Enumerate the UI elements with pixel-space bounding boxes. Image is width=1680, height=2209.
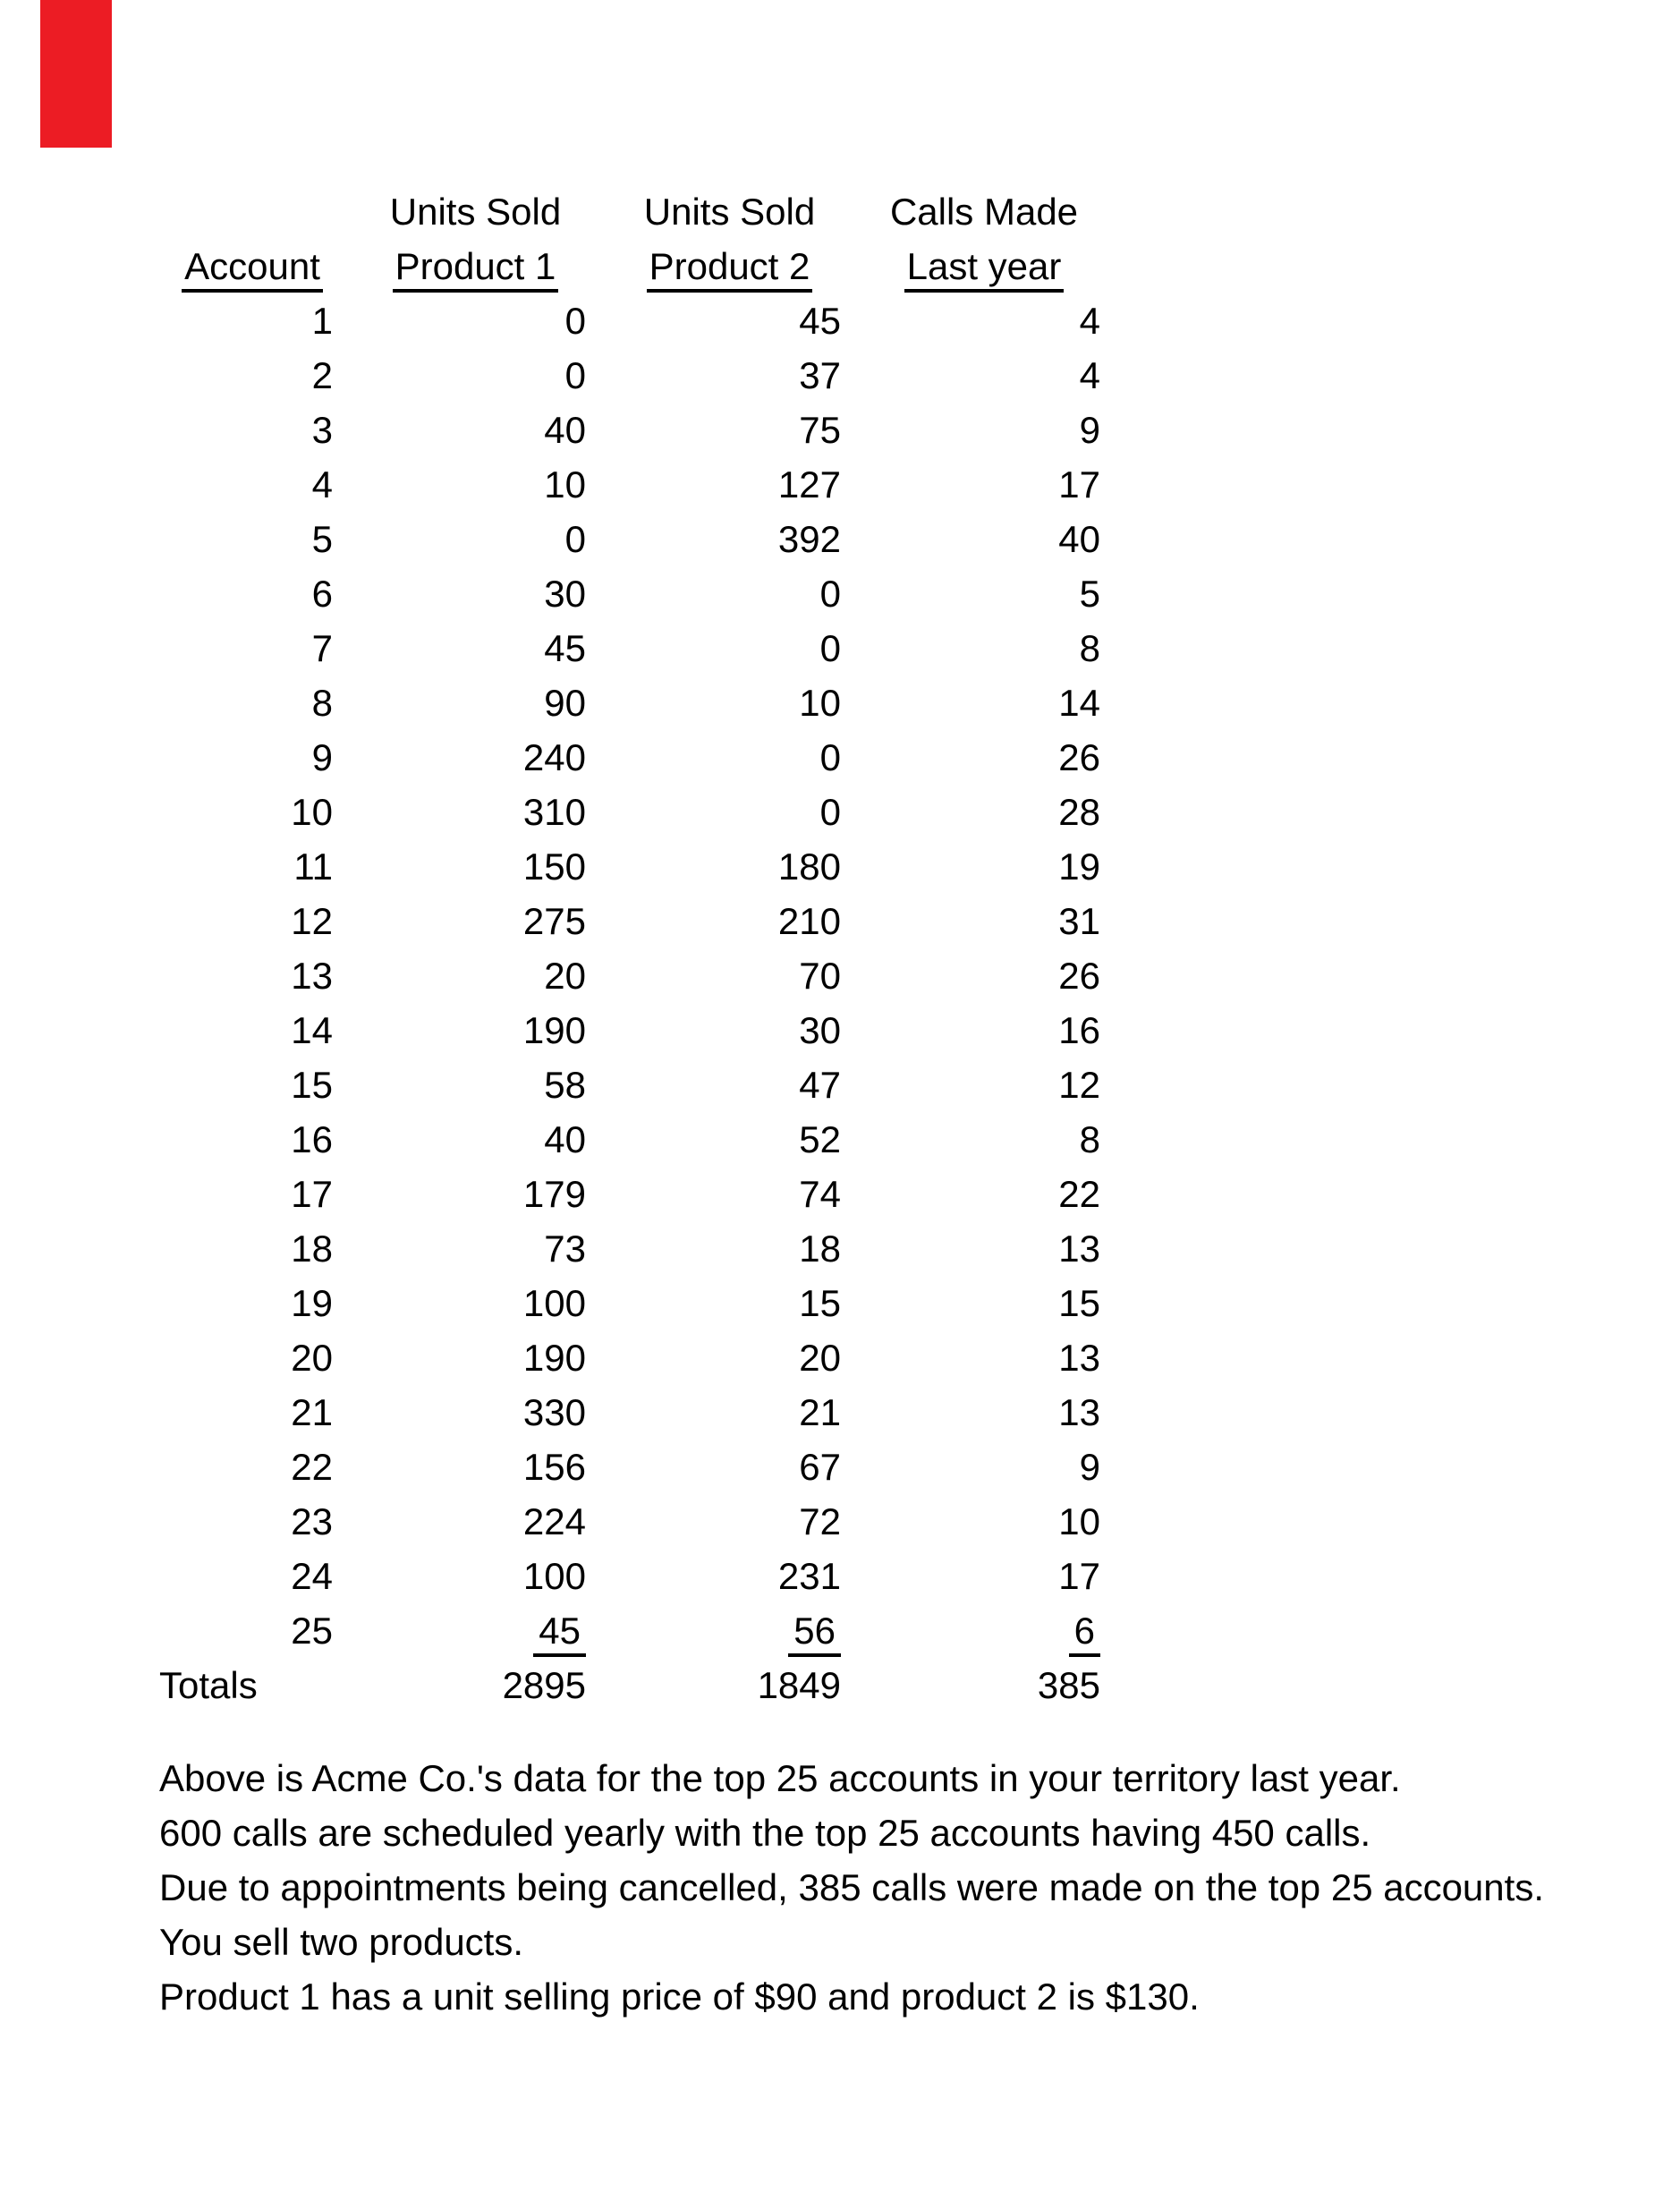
- account-cell: 22: [291, 1446, 333, 1488]
- table-row: [140, 894, 1100, 948]
- product-2-cell: 15: [799, 1282, 841, 1324]
- product-2-cell: 74: [799, 1173, 841, 1215]
- table-row: [140, 512, 1100, 566]
- product-1-cell: 10: [544, 463, 586, 506]
- calls-cell: 17: [1058, 1555, 1100, 1597]
- account-cell: 17: [291, 1173, 333, 1215]
- product-1-cell: 73: [544, 1228, 586, 1270]
- table-row: [140, 1276, 1100, 1330]
- header-last-year: [841, 239, 1100, 293]
- product-2-cell: [586, 1603, 841, 1658]
- table-row: [140, 1440, 1100, 1494]
- product-1-cell: 224: [522, 1500, 586, 1542]
- table-row: [140, 403, 1100, 457]
- note-line: You sell two products.: [159, 1921, 524, 1963]
- calls-cell: 10: [1058, 1500, 1100, 1542]
- product-2-cell: 30: [799, 1009, 841, 1051]
- product-1-cell: 0: [564, 300, 586, 342]
- underlined-value: 45: [533, 1609, 586, 1657]
- product-1-cell: 240: [522, 736, 586, 778]
- header-label-underlined: Account: [182, 244, 323, 293]
- account-cell: 3: [311, 409, 333, 451]
- product-2-cell: 70: [799, 955, 841, 997]
- underlined-value: 6: [1069, 1609, 1100, 1657]
- note-line: Product 1 has a unit selling price of $90 and product 2 is $130.: [159, 1975, 1200, 2018]
- table-row: [140, 1112, 1100, 1167]
- notes-block: [159, 1751, 1544, 2024]
- product-2-cell: 0: [819, 573, 841, 615]
- table-row: [140, 1167, 1100, 1221]
- calls-cell: 16: [1058, 1009, 1100, 1051]
- table-row: [140, 1494, 1100, 1549]
- calls-cell: 12: [1058, 1064, 1100, 1106]
- product-1-cell: 100: [522, 1282, 586, 1324]
- table-row: [140, 1221, 1100, 1276]
- product-1-cell: 90: [544, 682, 586, 724]
- product-1-cell: 275: [522, 900, 586, 942]
- product-2-cell: 210: [777, 900, 841, 942]
- header-calls-made: [841, 184, 1100, 239]
- table-header-row-2: [140, 239, 1100, 293]
- product-2-cell: 0: [819, 736, 841, 778]
- totals-row: [140, 1658, 1100, 1712]
- product-2-cell: 20: [799, 1337, 841, 1379]
- product-1-cell: 40: [544, 1118, 586, 1160]
- product-1-cell: 156: [522, 1446, 586, 1488]
- header-label-underlined: Last year: [904, 244, 1065, 293]
- accounts-table: [140, 184, 1100, 1712]
- totals-product-2: 1849: [757, 1664, 841, 1706]
- product-1-cell: 100: [522, 1555, 586, 1597]
- product-1-cell: 0: [564, 518, 586, 560]
- calls-cell: 26: [1058, 736, 1100, 778]
- note-line: Due to appointments being cancelled, 385 calls were made on the top 25 accounts.: [159, 1866, 1544, 1908]
- account-cell: 23: [291, 1500, 333, 1542]
- calls-cell: 28: [1058, 791, 1100, 833]
- product-1-cell: 58: [544, 1064, 586, 1106]
- account-cell: 25: [291, 1610, 333, 1652]
- calls-cell: 31: [1058, 900, 1100, 942]
- account-cell: 7: [311, 627, 333, 669]
- account-cell: 9: [311, 736, 333, 778]
- product-1-cell: 40: [544, 409, 586, 451]
- table-row: [140, 948, 1100, 1003]
- product-2-cell: 231: [777, 1555, 841, 1597]
- calls-cell: 13: [1058, 1391, 1100, 1433]
- calls-cell: 26: [1058, 955, 1100, 997]
- header-label-underlined: Product 2: [647, 244, 813, 293]
- table-row: [140, 675, 1100, 730]
- table-row: [140, 839, 1100, 894]
- header-product-2: [586, 239, 841, 293]
- header-label: Calls Made: [889, 191, 1079, 233]
- table-body: [140, 293, 1100, 1658]
- product-1-cell: 310: [522, 791, 586, 833]
- note-line: 600 calls are scheduled yearly with the top 25 accounts having 450 calls.: [159, 1812, 1371, 1854]
- calls-cell: 22: [1058, 1173, 1100, 1215]
- product-2-cell: 0: [819, 627, 841, 669]
- account-cell: 12: [291, 900, 333, 942]
- account-cell: 8: [311, 682, 333, 724]
- header-units-sold-2: [586, 184, 841, 239]
- table-row: [140, 1058, 1100, 1112]
- calls-cell: 15: [1058, 1282, 1100, 1324]
- red-marker: [40, 0, 112, 148]
- product-1-cell: 190: [522, 1337, 586, 1379]
- account-cell: 5: [311, 518, 333, 560]
- calls-cell: 4: [1079, 300, 1100, 342]
- note-line: Above is Acme Co.'s data for the top 25 accounts in your territory last year.: [159, 1757, 1401, 1799]
- product-1-cell: 30: [544, 573, 586, 615]
- product-2-cell: 127: [777, 463, 841, 506]
- table-row: [140, 1003, 1100, 1058]
- account-cell: 18: [291, 1228, 333, 1270]
- product-2-cell: 72: [799, 1500, 841, 1542]
- header-label: Units Sold: [643, 191, 816, 233]
- table-row: [140, 730, 1100, 785]
- product-2-cell: 392: [777, 518, 841, 560]
- account-cell: 1: [311, 300, 333, 342]
- product-1-cell: 150: [522, 845, 586, 888]
- product-1-cell: 330: [522, 1391, 586, 1433]
- totals-product-1: 2895: [502, 1664, 586, 1706]
- calls-cell: 13: [1058, 1337, 1100, 1379]
- calls-cell: [841, 1603, 1100, 1658]
- table-row: [140, 1330, 1100, 1385]
- account-cell: 21: [291, 1391, 333, 1433]
- account-cell: 10: [291, 791, 333, 833]
- header-product-1: [365, 239, 586, 293]
- product-1-cell: 20: [544, 955, 586, 997]
- account-cell: 20: [291, 1337, 333, 1379]
- calls-cell: 8: [1079, 1118, 1100, 1160]
- calls-cell: 8: [1079, 627, 1100, 669]
- product-1-cell: 0: [564, 354, 586, 396]
- calls-cell: 9: [1079, 409, 1100, 451]
- product-2-cell: 0: [819, 791, 841, 833]
- table-row: [140, 1385, 1100, 1440]
- table-row: [140, 457, 1100, 512]
- calls-cell: 4: [1079, 354, 1100, 396]
- account-cell: 13: [291, 955, 333, 997]
- table-row: [140, 1603, 1100, 1658]
- account-cell: 11: [293, 845, 333, 888]
- calls-cell: 14: [1058, 682, 1100, 724]
- table-row: [140, 293, 1100, 348]
- account-cell: 6: [311, 573, 333, 615]
- product-1-cell: 45: [544, 627, 586, 669]
- calls-cell: 40: [1058, 518, 1100, 560]
- table-row: [140, 566, 1100, 621]
- product-2-cell: 67: [799, 1446, 841, 1488]
- account-cell: 2: [311, 354, 333, 396]
- header-units-sold-1: [365, 184, 586, 239]
- product-2-cell: 45: [799, 300, 841, 342]
- product-2-cell: 75: [799, 409, 841, 451]
- product-2-cell: 21: [799, 1391, 841, 1433]
- account-cell: 14: [291, 1009, 333, 1051]
- header-spacer: [140, 184, 365, 239]
- product-2-cell: 10: [799, 682, 841, 724]
- product-1-cell: [365, 1603, 586, 1658]
- product-2-cell: 52: [799, 1118, 841, 1160]
- account-cell: 19: [291, 1282, 333, 1324]
- product-2-cell: 37: [799, 354, 841, 396]
- header-label: Units Sold: [389, 191, 562, 233]
- calls-cell: 13: [1058, 1228, 1100, 1270]
- calls-cell: 5: [1079, 573, 1100, 615]
- header-account: [140, 239, 365, 293]
- account-cell: 16: [291, 1118, 333, 1160]
- account-cell: 15: [291, 1064, 333, 1106]
- table-header-row-1: [140, 184, 1100, 239]
- product-1-cell: 190: [522, 1009, 586, 1051]
- product-1-cell: 179: [522, 1173, 586, 1215]
- table-row: [140, 1549, 1100, 1603]
- product-2-cell: 18: [799, 1228, 841, 1270]
- calls-cell: 17: [1058, 463, 1100, 506]
- table-row: [140, 785, 1100, 839]
- underlined-value: 56: [788, 1609, 841, 1657]
- account-cell: 24: [291, 1555, 333, 1597]
- table-row: [140, 348, 1100, 403]
- header-label-underlined: Product 1: [393, 244, 559, 293]
- totals-label: Totals: [159, 1664, 258, 1706]
- totals-calls: 385: [1037, 1664, 1100, 1706]
- calls-cell: 9: [1079, 1446, 1100, 1488]
- table-row: [140, 621, 1100, 675]
- account-cell: 4: [311, 463, 333, 506]
- calls-cell: 19: [1058, 845, 1100, 888]
- product-2-cell: 47: [799, 1064, 841, 1106]
- product-2-cell: 180: [777, 845, 841, 888]
